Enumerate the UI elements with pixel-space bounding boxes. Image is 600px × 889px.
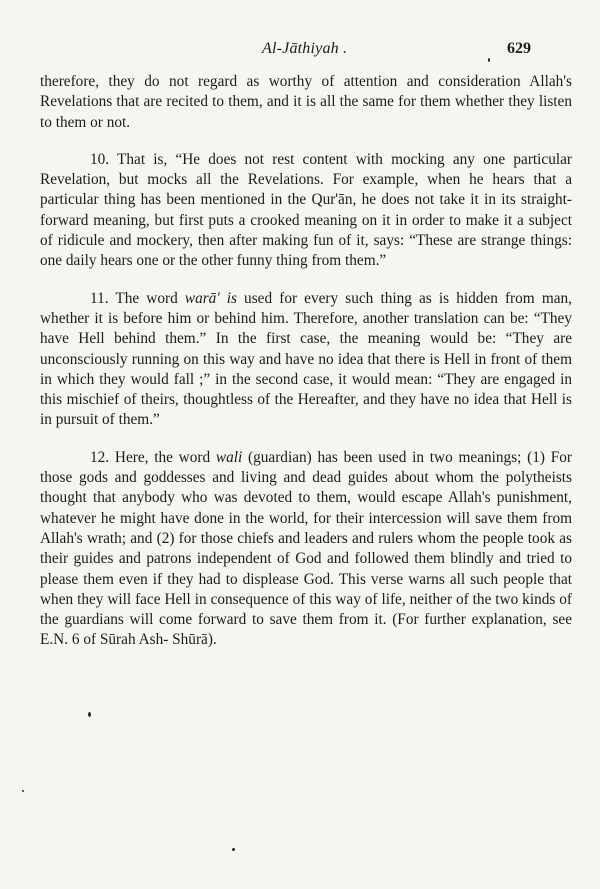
paragraph-text: 10. That is, “He does not rest content with mocking any one particular Revelation, but mocks all the Revelations. For example, when he hears that a particular thing has been mentioned in the Qur'ān, he does not take it in its straight-forward meaning, but first puts a crooked meaning on it in order to make it a subject of ridicule and mockery, then after making fun of it, says: “These are strange things: one daily hears one or the other funny thing from them.” bbox=[40, 150, 572, 270]
paragraph-continuation bbox=[40, 72, 572, 133]
note-12 bbox=[40, 448, 572, 651]
scan-speck bbox=[22, 790, 24, 792]
paragraph-text: used for every such thing as is hidden from man, whether it is before him or behind him. Therefore, another translation can be: “They have Hell behind them.” In the first case, the meaning would be: “They are unconsciously running on this way and have no idea that there is Hell in front of them in which they would fall ;” in the second case, it would mean: “They are engaged in this mischief of theirs, thoughtless of the Hereafter, and they have no idea that Hell is in pursuit of them.” bbox=[40, 289, 572, 429]
transliterated-term: warā' is bbox=[184, 289, 237, 307]
note-11 bbox=[40, 289, 572, 431]
note-10 bbox=[40, 150, 572, 272]
paragraph-text: 12. Here, the word bbox=[90, 448, 216, 466]
running-head bbox=[0, 40, 600, 64]
scan-speck bbox=[88, 712, 91, 717]
scan-speck bbox=[232, 848, 235, 851]
scan-speck bbox=[488, 58, 490, 62]
transliterated-term: wali bbox=[215, 448, 243, 466]
paragraph-text: (guardian) has been used in two meanings; (1) For those gods and goddesses and living and dead guides about whom the polytheists thought that anybody who was devoted to them, would escape Allah's punishment, whatever he might have done in the world, for their intercession will save them from Allah's wrath; and (2) for those chiefs and leaders and rulers whom the people took as their guides and patrons independent of God and followed them blindly and tried to please them even if they had to displease God. This verse warns all such people that when they will face Hell in consequence of this way of life, neither of the two kinds of the guardians will come forward to save them from it. (For further explanation, see E.N. 6 of Sūrah Ash- Shūrā). bbox=[40, 448, 573, 649]
paragraph-text: 11. The word bbox=[90, 289, 185, 307]
commentary-text bbox=[40, 72, 572, 668]
page-number: 629 bbox=[507, 40, 531, 57]
paragraph-text: therefore, they do not regard as worthy of attention and consideration Allah's Revelations that are recited to them, and it is all the same for them whether they listen to them or not. bbox=[40, 73, 572, 131]
chapter-title: Al-Jāthiyah . bbox=[262, 40, 348, 57]
